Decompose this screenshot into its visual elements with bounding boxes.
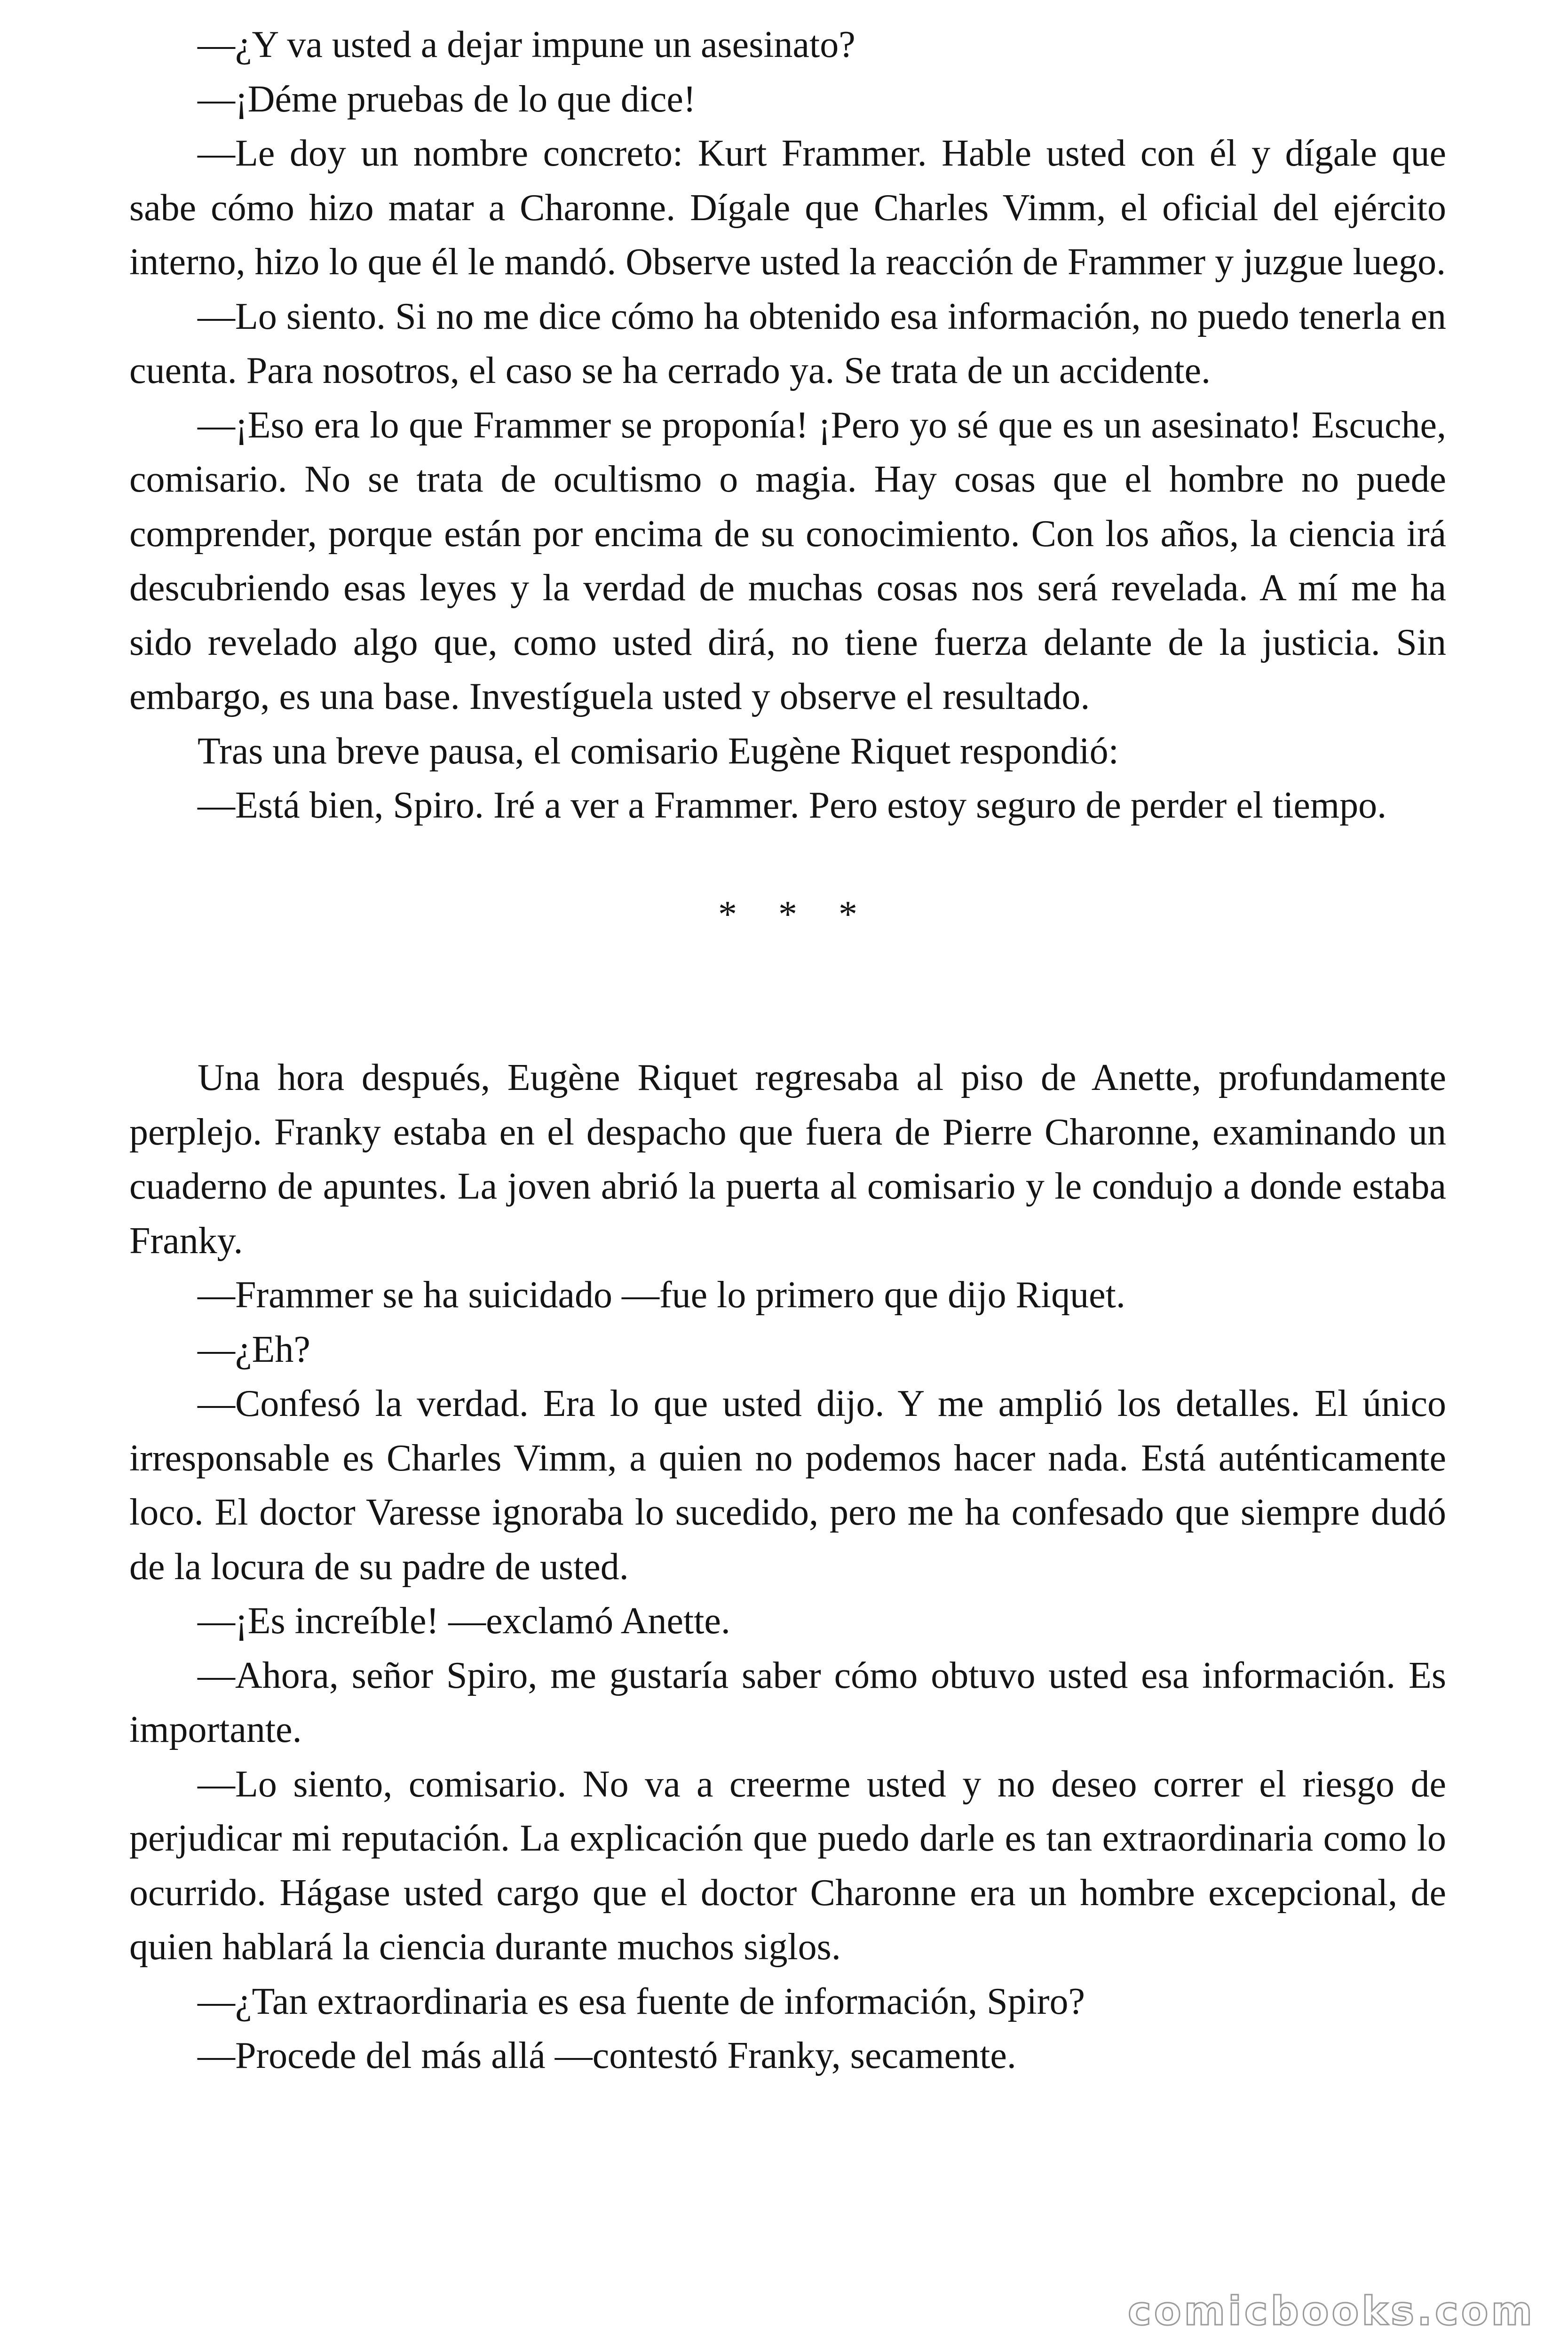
paragraph: —Lo siento, comisario. No va a creerme usted y no deseo correr el riesgo de perjudicar mi reputación. La explicación que puedo darle es tan extraordinaria como lo ocurrido. Hágase usted cargo que el doctor Charonne era un hombre excepcional, de quien hablará la ciencia durante muchos siglos. xyxy=(129,1763,1446,1968)
paragraph: —¿Eh? xyxy=(198,1328,310,1370)
paragraph: —¿Tan extraordinaria es esa fuente de información, Spiro? xyxy=(198,1980,1085,2022)
paragraph: —Lo siento. Si no me dice cómo ha obtenido esa información, no puedo tenerla en cuenta. Para nosotros, el caso se ha cerrado ya. Se trata de un accidente. xyxy=(129,295,1446,391)
paragraph: Una hora después, Eugène Riquet regresaba al piso de Anette, profundamente perplejo. Franky estaba en el despacho que fuera de Pierre Charonne, examinando un cuaderno de apuntes. La joven abrió la puerta al comisario y le condujo a donde estaba Franky. xyxy=(129,1057,1446,1262)
paragraph: Tras una breve pausa, el comisario Eugène Riquet respondió: xyxy=(198,730,1119,772)
paragraph: —Le doy un nombre concreto: Kurt Frammer. Hable usted con él y dígale que sabe cómo hizo matar a Charonne. Dígale que Charles Vimm, el oficial del ejército interno, hizo lo que él le mandó. Observe usted la reacción de Frammer y juzgue luego. xyxy=(129,133,1446,283)
paragraph: —¡Eso era lo que Frammer se proponía! ¡Pero yo sé que es un asesinato! Escuche, comisario. No se trata de ocultismo o magia. Hay cosas que el hombre no puede comprender, porque están por encima de su conocimiento. Con los años, la ciencia irá descubriendo esas leyes y la verdad de muchas cosas nos será revelada. A mí me ha sido revelado algo que, como usted dirá, no tiene fuerza delante de la justicia. Sin embargo, es una base. Investíguela usted y observe el resultado. xyxy=(129,404,1446,717)
paragraph: —¡Déme pruebas de lo que dice! xyxy=(198,78,696,120)
paragraph: —¡Es increíble! —exclamó Anette. xyxy=(198,1600,730,1642)
paragraph: —Ahora, señor Spiro, me gustaría saber cómo obtuvo usted esa información. Es importante. xyxy=(129,1654,1446,1750)
paragraph: —Procede del más allá —contestó Franky, secamente. xyxy=(198,2035,1016,2076)
paragraph: —Confesó la verdad. Era lo que usted dijo. Y me amplió los detalles. El único irresponsable es Charles Vimm, a quien no podemos hacer nada. Está auténticamente loco. El doctor Varesse ignoraba lo sucedido, pero me ha confesado que siempre dudó de la locura de su padre de usted. xyxy=(129,1383,1446,1588)
paragraph: —Frammer se ha suicidado —fue lo primero que dijo Riquet. xyxy=(198,1274,1125,1316)
paragraph: —Está bien, Spiro. Iré a ver a Frammer. Pero estoy seguro de perder el tiempo. xyxy=(198,785,1387,826)
paragraph: —¿Y va usted a dejar impune un asesinato? xyxy=(198,24,855,65)
watermark: comicbooks.com xyxy=(1128,2288,1535,2334)
section-separator: * * * xyxy=(718,893,873,935)
book-page xyxy=(129,18,1446,2083)
